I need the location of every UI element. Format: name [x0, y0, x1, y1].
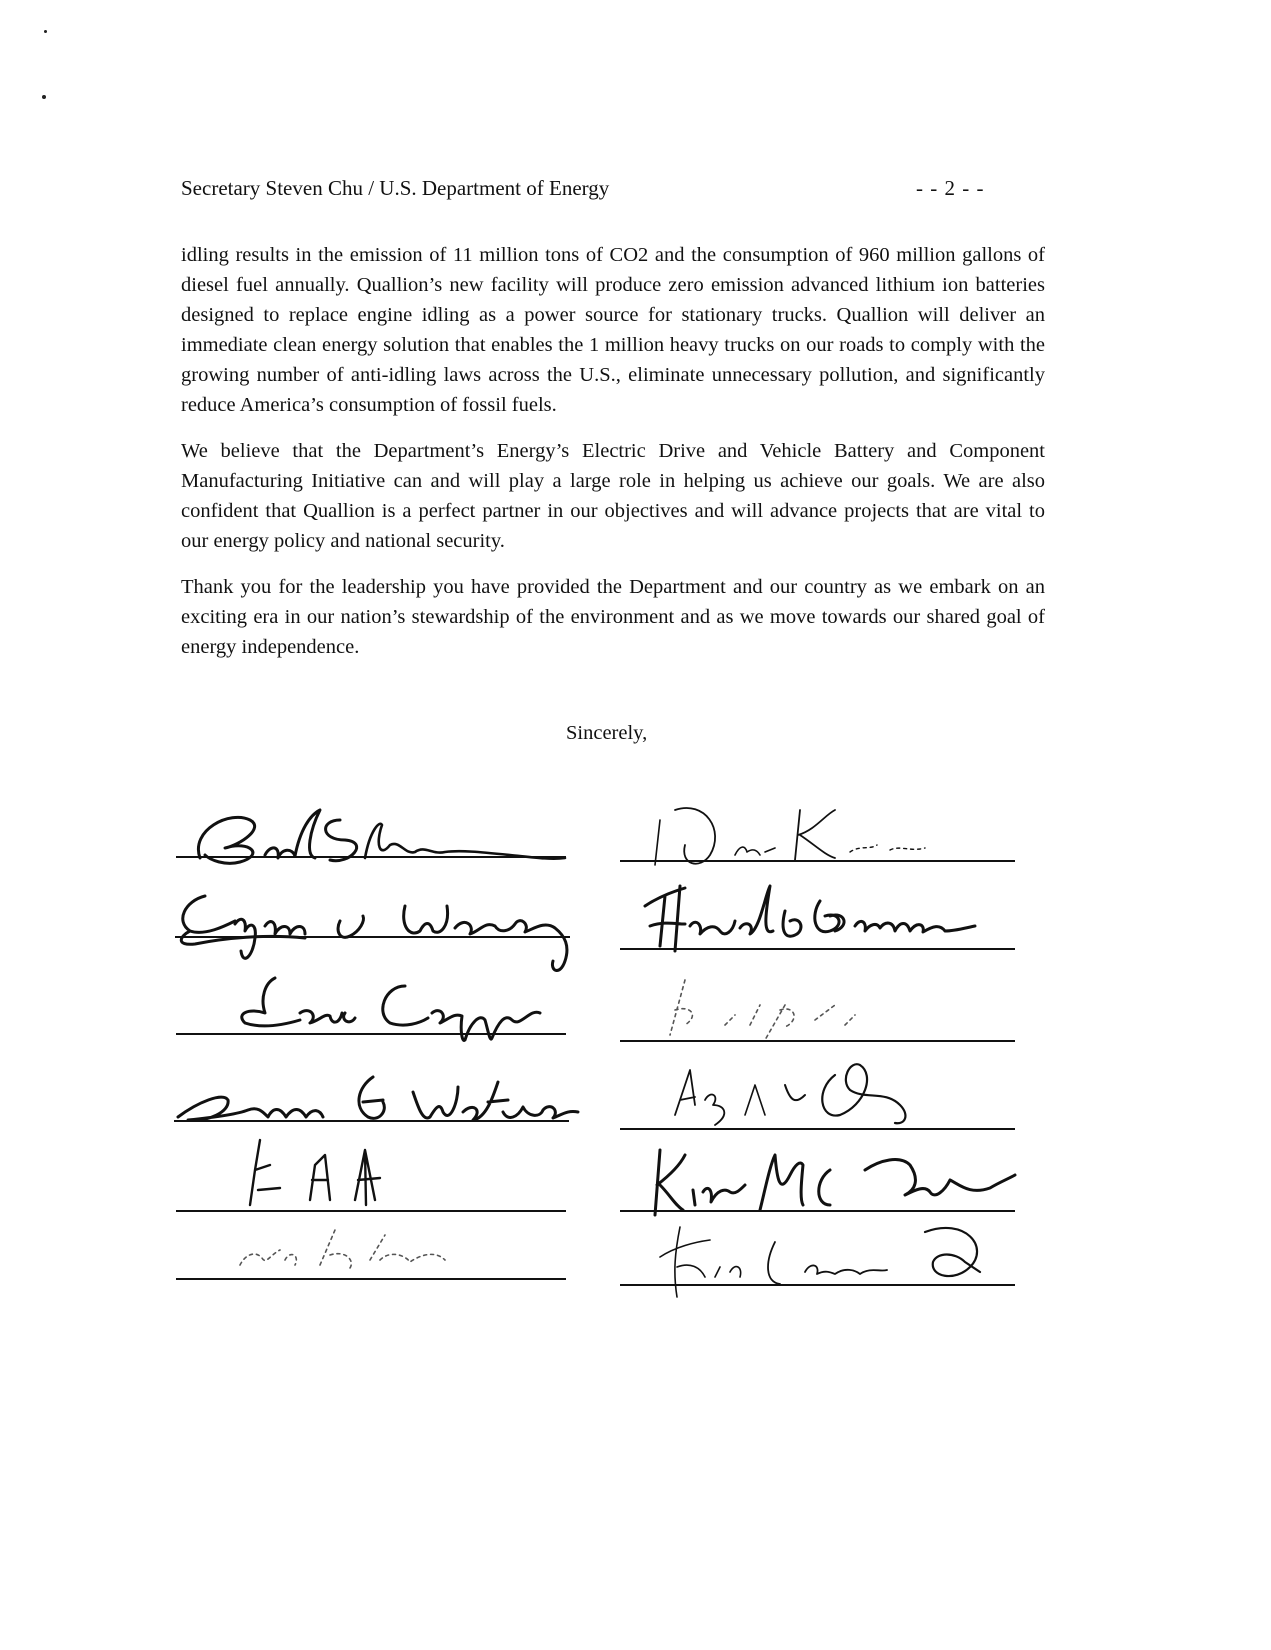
- addressee-line: Secretary Steven Chu / U.S. Department of Energy: [181, 176, 610, 200]
- signature-image: [615, 876, 1035, 976]
- signature-line: [174, 1120, 569, 1122]
- signature-image: [615, 790, 1035, 885]
- signature-image: [170, 968, 590, 1068]
- paragraph: idling results in the emission of 11 million tons of CO2 and the consumption of 960 million gallons of diesel fuel annually. Quallion’s new facility will produce zero emission advanced lithium ion batteries designed to replace engine idling as a power source for stationary trucks. Quallion will deliver an immediate clean energy solution that enables the 1 million heavy trucks on our roads to comply with the growing number of anti-idling laws across the U.S., eliminate unnecessary pollution, and significantly reduce America’s consumption of fossil fuels.: [181, 244, 1045, 416]
- signature-right-6: [615, 1212, 1035, 1307]
- closing: Sincerely,: [566, 722, 648, 744]
- signature-image: [615, 965, 1035, 1050]
- letter-body: [181, 240, 1045, 678]
- signature-line: [620, 948, 1015, 950]
- signature-initials: [170, 1130, 590, 1220]
- page-number: - - 2 - -: [916, 176, 985, 200]
- signature-line: [620, 1040, 1015, 1042]
- signature-image: [170, 1130, 590, 1220]
- signature-line: [620, 1284, 1015, 1286]
- signature-right-4: [615, 1045, 1035, 1140]
- signature-line: [176, 1033, 566, 1035]
- signature-lois-capps: [170, 968, 590, 1068]
- signature-faint-left: [170, 1210, 590, 1290]
- signature-brad-sherman: [170, 800, 590, 880]
- signature-image: [615, 1212, 1035, 1307]
- scan-speck: [44, 30, 47, 33]
- signature-line: [176, 1278, 566, 1280]
- signature-right-5: [615, 1130, 1035, 1225]
- paragraph: Thank you for the leadership you have provided the Department and our country as we embark on an exciting era in our nation’s stewardship of the environment and as we move towards our shared goal of energy independence.: [181, 576, 1045, 658]
- signature-faint-right-2: [615, 965, 1035, 1050]
- signature-howard-berman: [615, 876, 1035, 976]
- scan-speck: [42, 95, 46, 99]
- signature-image: [615, 1045, 1035, 1140]
- signature-line: [176, 856, 566, 858]
- signature-line: [175, 936, 570, 938]
- signature-line: [620, 860, 1015, 862]
- paragraph: We believe that the Department’s Energy’s Electric Drive and Vehicle Battery and Component Manufacturing Initiative can and will play a large role in helping us achieve our goals. We are also confident that Quallion is a perfect partner in our objectives and will advance projects that are vital to our energy policy and national security.: [181, 440, 1045, 552]
- signature-faint-right-1: [615, 790, 1035, 885]
- signature-image: [170, 800, 590, 880]
